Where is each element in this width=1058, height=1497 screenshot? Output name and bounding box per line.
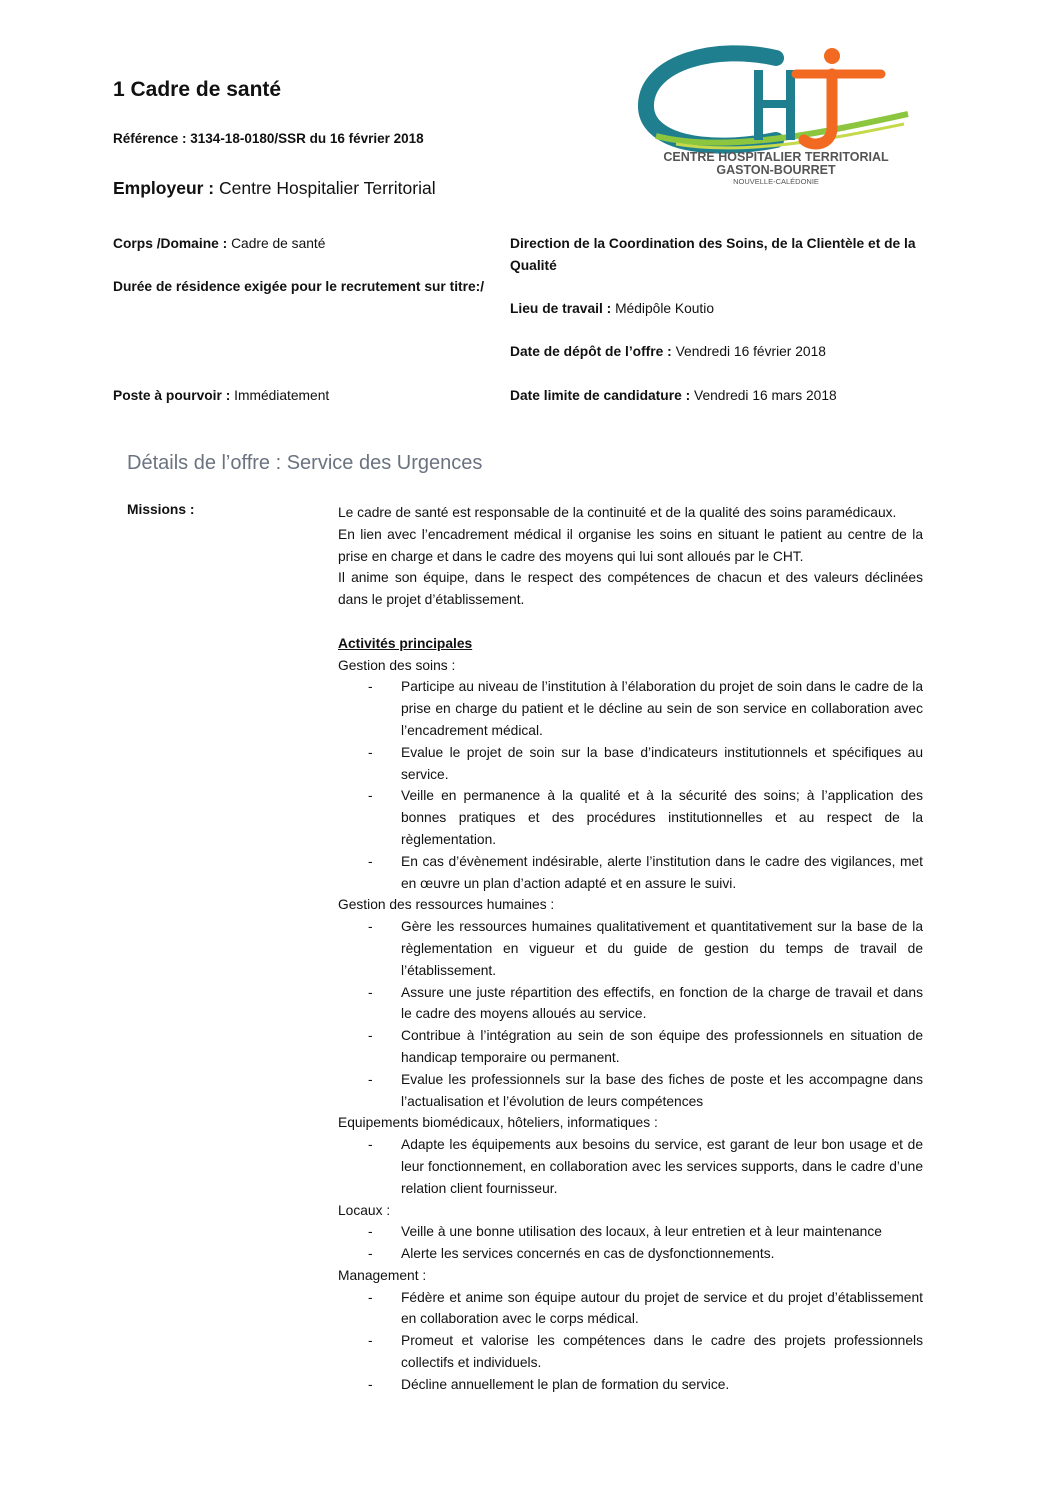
group-heading: Equipements biomédicaux, hôteliers, informatiques : [338,1115,658,1131]
limite-label: Date limite de candidature : [510,388,691,403]
corps-field [113,233,325,255]
direction-text: Direction de la Coordination des Soins, de la Clientèle et de la Qualité [510,236,916,273]
list-item: - Gère les ressources humaines qualitativement et quantitativement sur la base de la règlementation en vigueur et du guide de gestion du temps de travail de l’établissement. [338,916,923,981]
reference-line: Référence : 3134-18-0180/SSR du 16 février 2018 [113,131,424,146]
list-item: - Participe au niveau de l’institution à l’élaboration du projet de soin dans le cadre de la prise en charge du patient et le décline au sein de son service en collaboration avec l’encadrement médical. [338,676,923,741]
list-item: - Fédère et anime son équipe autour du projet de service et du projet d’établissement en collaboration avec le corps médical. [338,1287,923,1331]
logo-line3: NOUVELLE-CALÉDONIE [733,177,819,186]
duree-field [113,276,498,298]
corps-label: Corps /Domaine : [113,236,228,251]
group-list [338,676,923,894]
poste-label: Poste à pourvoir : [113,388,231,403]
list-item: - Alerte les services concernés en cas de dysfonctionnements. [338,1243,923,1265]
intro-paragraph: En lien avec l’encadrement médical il organise les soins en situant le patient au centre de la prise en charge et dans le cadre des moyens qui lui sont alloués par le CHT. [338,526,923,564]
group-heading: Gestion des soins : [338,657,456,673]
limite-field [510,385,837,407]
group-list [338,1134,923,1199]
section-title: Détails de l’offre : Service des Urgences [127,452,483,474]
list-item: - Promeut et valorise les compétences dans le cadre des projets professionnels collectifs et individuels. [338,1330,923,1374]
list-item: - Veille en permanence à la qualité et à la sécurité des soins; à l’application des bonnes pratiques et des procédures institutionnelles et au respect de la règlementation. [338,785,923,850]
list-item: - Evalue le projet de soin sur la base d’indicateurs institutionnels et spécifiques au service. [338,742,923,786]
group-heading: Management : [338,1267,427,1283]
lieu-field [510,298,714,320]
duree-label: Durée de résidence exigée pour le recrutement sur titre:/ [113,279,485,294]
lieu-label: Lieu de travail : [510,301,612,316]
poste-value: Immédiatement [234,388,330,403]
employer-line [113,178,436,199]
intro-paragraph: Le cadre de santé est responsable de la continuité et de la qualité des soins paramédicaux. [338,505,897,520]
activities-title: Activités principales [338,635,473,651]
employer-value: Centre Hospitalier Territorial [219,178,436,198]
missions-content [338,502,923,1396]
poste-field [113,385,329,407]
list-item: - Evalue les professionnels sur la base des fiches de poste et les accompagne dans l’actualisation et l’évolution de leurs compétences [338,1069,923,1113]
group-list [338,916,923,1112]
logo-line1: CENTRE HOSPITALIER TERRITORIAL [663,150,889,164]
list-item: - Contribue à l’intégration au sein de son équipe des professionnels en situation de handicap temporaire ou permanent. [338,1025,923,1069]
group-heading: Locaux : [338,1202,391,1218]
list-item: - Décline annuellement le plan de formation du service. [338,1374,923,1396]
direction-field [510,233,930,277]
intro-paragraph: Il anime son équipe, dans le respect des compétences de chacun et des valeurs déclinées dans le projet d’établissement. [338,570,923,608]
employer-label: Employeur : [113,178,215,198]
cht-logo [636,44,916,190]
list-item: - Assure une juste répartition des effectifs, en fonction de la charge de travail et dans le cadre des moyens alloués au service. [338,982,923,1026]
corps-value: Cadre de santé [231,236,326,251]
limite-value: Vendredi 16 mars 2018 [694,388,837,403]
group-list [338,1221,923,1265]
lieu-value: Médipôle Koutio [615,301,715,316]
group-heading: Gestion des ressources humaines : [338,897,555,913]
page-title: 1 Cadre de santé [113,78,282,101]
missions-label: Missions : [127,502,195,517]
depot-value: Vendredi 16 février 2018 [675,344,826,359]
depot-label: Date de dépôt de l’offre : [510,344,672,359]
list-item: - Veille à une bonne utilisation des locaux, à leur entretien et à leur maintenance [338,1221,923,1243]
list-item: - Adapte les équipements aux besoins du service, est garant de leur bon usage et de leur fonctionnement, en collaboration avec les services supports, dans le cadre d’une relation client fournisseur. [338,1134,923,1199]
group-list [338,1287,923,1396]
logo-line2: GASTON-BOURRET [716,163,836,177]
depot-field [510,341,826,363]
list-item: - En cas d’évènement indésirable, alerte l’institution dans le cadre des vigilances, met en œuvre un plan d’action adapté et en assure le suivi. [338,851,923,895]
